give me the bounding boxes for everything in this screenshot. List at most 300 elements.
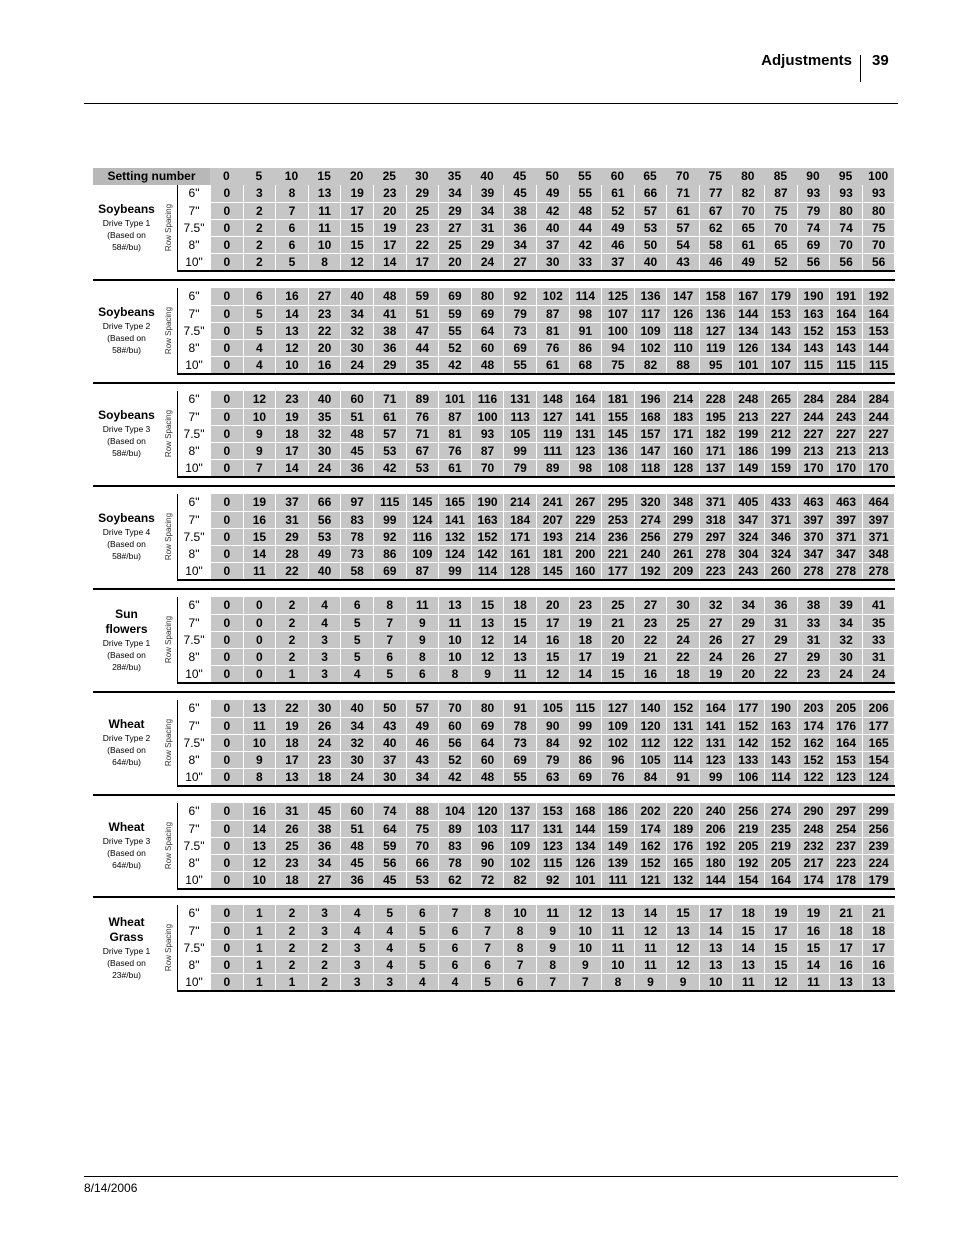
rate-cell: 52	[601, 203, 634, 219]
rate-cell: 26	[699, 632, 732, 648]
rate-cell: 86	[569, 752, 602, 768]
rate-cell: 18	[829, 923, 862, 939]
rate-cell: 253	[601, 512, 634, 528]
table-row	[178, 597, 895, 614]
rate-cell: 244	[797, 409, 830, 425]
rate-cell: 24	[471, 254, 504, 270]
rate-cell: 191	[829, 288, 862, 305]
rate-cell: 24	[308, 460, 341, 476]
rate-cell: 0	[210, 597, 243, 614]
rate-cell: 15	[503, 615, 536, 631]
rate-cell: 52	[438, 340, 471, 356]
rate-cell: 27	[503, 254, 536, 270]
rate-cell: 36	[340, 872, 373, 888]
rate-cell: 13	[862, 974, 895, 990]
setting-number-label: Setting number	[93, 168, 210, 185]
rate-cell: 74	[797, 220, 830, 236]
rate-cell: 81	[438, 426, 471, 442]
row-spacing-value: 7.5"	[178, 632, 210, 648]
rate-cell: 228	[699, 391, 732, 408]
rate-cell: 93	[471, 426, 504, 442]
rate-cell: 213	[829, 443, 862, 459]
row-spacing-value: 10"	[178, 769, 210, 785]
rate-cell: 18	[275, 426, 308, 442]
rate-cell: 49	[406, 718, 439, 734]
table-row	[178, 973, 895, 990]
table-row	[178, 425, 895, 442]
rate-cell: 5	[340, 649, 373, 665]
rate-cell: 2	[308, 957, 341, 973]
rate-cell: 11	[601, 923, 634, 939]
rate-cell: 87	[764, 185, 797, 202]
rate-cell: 123	[699, 752, 732, 768]
rate-cell: 35	[406, 357, 439, 373]
rate-cell: 144	[699, 872, 732, 888]
setting-number-cell: 30	[406, 168, 439, 185]
rate-cell: 214	[503, 494, 536, 511]
rate-cell: 0	[210, 306, 243, 322]
rate-cell: 248	[732, 391, 765, 408]
rate-cell: 58	[699, 237, 732, 253]
rate-cell: 148	[536, 391, 569, 408]
rate-cell: 18	[275, 872, 308, 888]
rate-cell: 227	[797, 426, 830, 442]
rate-cell: 1	[243, 905, 276, 922]
rate-cell: 9	[406, 632, 439, 648]
rate-cell: 18	[862, 923, 895, 939]
crop-name: Wheat	[108, 914, 145, 929]
rate-cell: 346	[764, 529, 797, 545]
rate-cell: 28	[275, 546, 308, 562]
rate-cell: 114	[764, 769, 797, 785]
row-spacing-value: 10"	[178, 254, 210, 270]
rate-cell: 110	[666, 340, 699, 356]
rate-cell: 57	[634, 203, 667, 219]
rate-cell: 86	[569, 340, 602, 356]
rate-cell: 0	[210, 872, 243, 888]
rate-cell: 39	[829, 597, 862, 614]
rate-cell: 10	[275, 357, 308, 373]
rate-cell: 14	[373, 254, 406, 270]
rate-cell: 213	[732, 409, 765, 425]
rate-cell: 17	[373, 237, 406, 253]
rate-cell: 87	[438, 409, 471, 425]
rate-cell: 45	[340, 855, 373, 871]
rate-cell: 14	[243, 821, 276, 837]
rate-cell: 30	[373, 769, 406, 785]
rate-cell: 114	[569, 288, 602, 305]
rate-cell: 165	[438, 494, 471, 511]
rate-cell: 115	[569, 700, 602, 717]
row-spacing-value: 8"	[178, 237, 210, 253]
rate-cell: 192	[634, 563, 667, 579]
rate-cell: 318	[699, 512, 732, 528]
rate-cell: 16	[797, 923, 830, 939]
rate-cell: 32	[340, 323, 373, 339]
rate-cell: 15	[601, 666, 634, 682]
rate-cell: 69	[438, 288, 471, 305]
rate-cell: 69	[373, 563, 406, 579]
seed-weight-basis: (Based on	[107, 333, 146, 343]
rate-cell: 101	[732, 357, 765, 373]
rate-cell: 44	[406, 340, 439, 356]
rate-cell: 212	[764, 426, 797, 442]
rate-cell: 17	[764, 923, 797, 939]
rate-cell: 347	[829, 546, 862, 562]
rate-cell: 5	[243, 306, 276, 322]
rate-cell: 371	[829, 529, 862, 545]
rate-cell: 10	[569, 940, 602, 956]
rate-cell: 147	[634, 443, 667, 459]
rate-cell: 48	[340, 838, 373, 854]
rate-cell: 11	[438, 615, 471, 631]
rate-cell: 17	[829, 940, 862, 956]
table-row	[178, 408, 895, 425]
rate-cell: 3	[373, 974, 406, 990]
rate-cell: 7	[471, 940, 504, 956]
rate-cell: 243	[732, 563, 765, 579]
rate-cell: 7	[569, 974, 602, 990]
rate-cell: 56	[829, 254, 862, 270]
section-divider	[93, 691, 895, 693]
rate-cell: 81	[536, 323, 569, 339]
rate-cell: 105	[634, 752, 667, 768]
rate-cell: 108	[601, 460, 634, 476]
rate-cell: 46	[601, 237, 634, 253]
rate-cell: 38	[797, 597, 830, 614]
rate-cell: 26	[308, 718, 341, 734]
row-spacing-value: 7"	[178, 306, 210, 322]
rate-cell: 127	[536, 409, 569, 425]
rate-cell: 5	[406, 940, 439, 956]
rate-cell: 16	[243, 803, 276, 820]
crop-section	[93, 803, 895, 888]
seed-weight-basis: (Based on	[107, 848, 146, 858]
rate-cell: 70	[406, 838, 439, 854]
rate-cell: 159	[764, 460, 797, 476]
rate-cell: 14	[699, 923, 732, 939]
rate-cell: 22	[634, 632, 667, 648]
rate-cell: 0	[210, 718, 243, 734]
rate-cell: 116	[406, 529, 439, 545]
page-number: 39	[872, 52, 889, 69]
rate-cell: 0	[210, 905, 243, 922]
rate-cell: 115	[536, 855, 569, 871]
rate-cell: 12	[634, 923, 667, 939]
rate-cell: 232	[797, 838, 830, 854]
rate-cell: 88	[406, 803, 439, 820]
rate-cell: 79	[503, 306, 536, 322]
rate-cell: 56	[438, 735, 471, 751]
rate-cell: 121	[634, 872, 667, 888]
rate-cell: 154	[732, 872, 765, 888]
rate-cell: 40	[308, 391, 341, 408]
rate-cell: 0	[210, 254, 243, 270]
rate-cell: 0	[210, 203, 243, 219]
rate-cell: 284	[829, 391, 862, 408]
rate-cell: 69	[503, 752, 536, 768]
crop-section	[93, 597, 895, 682]
rate-cell: 3	[308, 649, 341, 665]
rate-cell: 40	[536, 220, 569, 236]
rate-cell: 102	[634, 340, 667, 356]
rate-cell: 114	[666, 752, 699, 768]
rate-cell: 75	[862, 220, 895, 236]
rate-cell: 77	[699, 185, 732, 202]
rate-cell: 99	[699, 769, 732, 785]
rate-cell: 123	[536, 838, 569, 854]
rate-cell: 105	[503, 426, 536, 442]
rate-cell: 58	[340, 563, 373, 579]
rate-cell: 278	[829, 563, 862, 579]
crop-section	[93, 905, 895, 990]
rate-cell: 227	[829, 426, 862, 442]
rate-cell: 0	[210, 615, 243, 631]
rate-cell: 31	[862, 649, 895, 665]
setting-number-cell: 10	[275, 168, 308, 185]
rate-cell: 57	[373, 426, 406, 442]
rate-cell: 40	[634, 254, 667, 270]
rate-cell: 219	[732, 821, 765, 837]
rate-cell: 8	[438, 666, 471, 682]
row-spacing-label: Row Spacing	[164, 615, 174, 664]
rate-cell: 0	[210, 957, 243, 973]
rate-cell: 9	[569, 957, 602, 973]
table-row	[178, 442, 895, 459]
rate-cell: 25	[275, 838, 308, 854]
rate-cell: 142	[471, 546, 504, 562]
rate-cell: 76	[438, 443, 471, 459]
seed-weight-basis: 23#/bu)	[112, 969, 141, 980]
rate-cell: 13	[732, 957, 765, 973]
row-spacing-value: 6"	[178, 494, 210, 511]
seed-weight-basis: (Based on	[107, 539, 146, 549]
table-row	[178, 528, 895, 545]
rate-cell: 127	[699, 323, 732, 339]
rate-cell: 43	[373, 718, 406, 734]
rate-cell: 405	[732, 494, 765, 511]
table-row	[178, 288, 895, 305]
rate-cell: 205	[764, 855, 797, 871]
rate-cell: 0	[210, 666, 243, 682]
rate-cell: 18	[503, 597, 536, 614]
rate-grid	[178, 391, 895, 476]
row-spacing-label: Row Spacing	[164, 203, 174, 252]
rate-cell: 295	[601, 494, 634, 511]
rate-cell: 3	[340, 940, 373, 956]
rate-cell: 177	[862, 718, 895, 734]
rate-cell: 163	[797, 306, 830, 322]
rate-cell: 15	[797, 940, 830, 956]
rate-cell: 56	[308, 512, 341, 528]
rate-cell: 12	[275, 340, 308, 356]
rate-cell: 235	[764, 821, 797, 837]
rate-cell: 53	[373, 443, 406, 459]
rate-cell: 29	[373, 357, 406, 373]
rate-cell: 2	[275, 649, 308, 665]
rate-cell: 132	[438, 529, 471, 545]
rate-cell: 10	[601, 957, 634, 973]
seed-weight-basis: (Based on	[107, 957, 146, 968]
rate-cell: 10	[243, 735, 276, 751]
rate-cell: 15	[243, 529, 276, 545]
rate-cell: 19	[373, 220, 406, 236]
rate-cell: 12	[471, 632, 504, 648]
rate-cell: 181	[536, 546, 569, 562]
rate-cell: 12	[340, 254, 373, 270]
row-spacing-value: 8"	[178, 340, 210, 356]
rate-cell: 4	[308, 615, 341, 631]
section-divider	[93, 279, 895, 281]
rate-cell: 12	[536, 666, 569, 682]
rate-cell: 200	[569, 546, 602, 562]
rate-cell: 34	[471, 203, 504, 219]
row-spacing-value: 10"	[178, 872, 210, 888]
rate-cell: 73	[503, 323, 536, 339]
rate-cell: 12	[471, 649, 504, 665]
row-spacing-label: Row Spacing	[164, 821, 174, 870]
rate-cell: 86	[373, 546, 406, 562]
rate-cell: 124	[862, 769, 895, 785]
rate-cell: 29	[732, 615, 765, 631]
rate-cell: 51	[340, 409, 373, 425]
table-row	[178, 922, 895, 939]
rate-cell: 125	[601, 288, 634, 305]
rate-cell: 100	[601, 323, 634, 339]
rate-cell: 256	[732, 803, 765, 820]
rate-cell: 3	[308, 923, 341, 939]
crop-label	[93, 905, 160, 990]
rate-cell: 153	[764, 306, 797, 322]
rate-cell: 20	[536, 597, 569, 614]
rate-cell: 159	[601, 821, 634, 837]
rate-cell: 18	[275, 735, 308, 751]
rate-cell: 109	[601, 718, 634, 734]
rate-cell: 182	[699, 426, 732, 442]
rate-cell: 12	[764, 974, 797, 990]
rate-cell: 12	[666, 940, 699, 956]
rate-cell: 49	[308, 546, 341, 562]
rate-cell: 1	[243, 923, 276, 939]
row-spacing-value: 10"	[178, 563, 210, 579]
rate-cell: 60	[438, 718, 471, 734]
rate-cell: 72	[471, 872, 504, 888]
rate-cell: 133	[732, 752, 765, 768]
rate-cell: 27	[732, 632, 765, 648]
rate-cell: 192	[699, 838, 732, 854]
rate-cell: 70	[829, 237, 862, 253]
rate-cell: 116	[471, 391, 504, 408]
rate-cell: 214	[569, 529, 602, 545]
rate-cell: 78	[438, 855, 471, 871]
rate-cell: 19	[275, 718, 308, 734]
drive-type: Drive Type 2	[102, 733, 151, 743]
rate-cell: 205	[732, 838, 765, 854]
rate-cell: 0	[210, 323, 243, 339]
row-spacing-value: 7.5"	[178, 838, 210, 854]
rate-cell: 10	[569, 923, 602, 939]
rate-cell: 61	[373, 409, 406, 425]
rate-cell: 19	[275, 409, 308, 425]
rate-cell: 42	[438, 357, 471, 373]
rate-cell: 284	[862, 391, 895, 408]
table-row	[178, 356, 895, 373]
rate-cell: 9	[471, 666, 504, 682]
rate-cell: 11	[732, 974, 765, 990]
rate-cell: 117	[634, 306, 667, 322]
rate-cell: 84	[536, 735, 569, 751]
rate-cell: 15	[666, 905, 699, 922]
section-bottom-rule	[177, 785, 895, 787]
rate-cell: 19	[569, 615, 602, 631]
rate-cell: 13	[699, 957, 732, 973]
rate-cell: 31	[764, 615, 797, 631]
rate-cell: 6	[438, 940, 471, 956]
rate-cell: 3	[340, 957, 373, 973]
rate-cell: 0	[210, 563, 243, 579]
rate-cell: 132	[666, 872, 699, 888]
rate-cell: 29	[438, 203, 471, 219]
rate-cell: 25	[406, 203, 439, 219]
rate-cell: 220	[666, 803, 699, 820]
rate-cell: 61	[666, 203, 699, 219]
footer-date: 8/14/2006	[84, 1181, 138, 1195]
rate-cell: 12	[243, 855, 276, 871]
rate-cell: 49	[601, 220, 634, 236]
rate-cell: 152	[471, 529, 504, 545]
rate-cell: 0	[210, 649, 243, 665]
rate-cell: 0	[210, 700, 243, 717]
rate-cell: 136	[601, 443, 634, 459]
crop-label	[93, 803, 160, 888]
rate-cell: 171	[503, 529, 536, 545]
rate-cell: 12	[243, 391, 276, 408]
rate-cell: 4	[373, 940, 406, 956]
rate-cell: 82	[503, 872, 536, 888]
rate-cell: 14	[732, 940, 765, 956]
rate-cell: 83	[438, 838, 471, 854]
drive-type: Drive Type 4	[102, 527, 151, 537]
rate-cell: 12	[666, 957, 699, 973]
rate-cell: 8	[536, 957, 569, 973]
rate-cell: 177	[601, 563, 634, 579]
rate-cell: 17	[406, 254, 439, 270]
row-spacing-label: Row Spacing	[164, 718, 174, 767]
rate-cell: 181	[601, 391, 634, 408]
rate-cell: 152	[666, 700, 699, 717]
rate-cell: 17	[569, 649, 602, 665]
rate-cell: 209	[666, 563, 699, 579]
rate-cell: 42	[536, 203, 569, 219]
rate-cell: 177	[732, 700, 765, 717]
rate-cell: 153	[536, 803, 569, 820]
rate-cell: 113	[503, 409, 536, 425]
rate-cell: 1	[275, 974, 308, 990]
rate-cell: 35	[308, 409, 341, 425]
rate-cell: 184	[503, 512, 536, 528]
rate-cell: 240	[699, 803, 732, 820]
rate-cell: 49	[536, 185, 569, 202]
rate-cell: 6	[438, 923, 471, 939]
table-row	[178, 717, 895, 734]
rate-cell: 70	[732, 203, 765, 219]
rate-cell: 221	[601, 546, 634, 562]
row-spacing-value: 7"	[178, 203, 210, 219]
rate-cell: 6	[406, 666, 439, 682]
drive-type: Drive Type 2	[102, 321, 151, 331]
rate-cell: 0	[210, 752, 243, 768]
rate-cell: 120	[471, 803, 504, 820]
